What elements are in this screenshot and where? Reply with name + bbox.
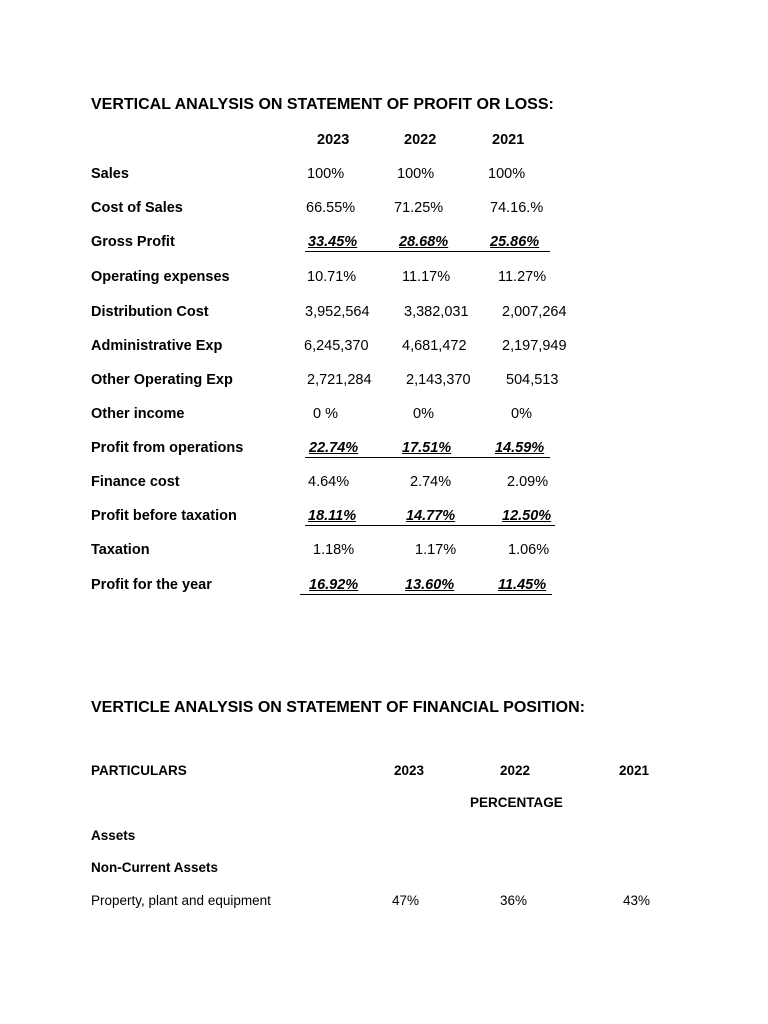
cell: 11.17%	[402, 269, 451, 285]
fp-particulars-header: PARTICULARS	[91, 763, 187, 778]
cell: 100%	[307, 166, 345, 182]
fp-year-2021: 2021	[619, 763, 650, 778]
cell: 4.64%	[308, 474, 350, 490]
cell: 2,007,264	[502, 304, 567, 320]
cell: 0%	[413, 406, 434, 422]
row-label-distribution-cost: Distribution Cost	[91, 304, 209, 320]
fp-cell: 36%	[500, 893, 528, 908]
cell: 504,513	[506, 372, 559, 388]
cell: 1.17%	[415, 542, 457, 558]
fp-year-2022: 2022	[500, 763, 531, 778]
cell: 2.09%	[507, 474, 549, 490]
cell-subtotal: 14.59%	[495, 440, 545, 456]
cell: 100%	[488, 166, 526, 182]
row-label-operating-expenses: Operating expenses	[91, 269, 230, 285]
cell-subtotal: 17.51%	[402, 440, 452, 456]
cell: 0%	[511, 406, 532, 422]
subtotal-underline	[305, 457, 550, 458]
cell-subtotal: 22.74%	[309, 440, 359, 456]
cell-subtotal: 18.11%	[308, 508, 357, 524]
row-label-profit-from-operations: Profit from operations	[91, 440, 244, 456]
total-underline	[300, 594, 552, 595]
cell-total: 11.45%	[498, 577, 547, 593]
fp-percentage-header: PERCENTAGE	[470, 795, 563, 810]
cell: 6,245,370	[304, 338, 369, 354]
fp-year-2023: 2023	[394, 763, 425, 778]
row-label-other-income: Other income	[91, 406, 185, 422]
cell: 66.55%	[306, 200, 356, 216]
cell: 4,681,472	[402, 338, 467, 354]
fp-assets-heading: Assets	[91, 828, 136, 843]
cell: 71.25%	[394, 200, 444, 216]
cell: 3,382,031	[404, 304, 469, 320]
pl-year-2023: 2023	[317, 132, 350, 148]
cell: 2,721,284	[307, 372, 372, 388]
cell: 11.27%	[498, 269, 547, 285]
cell: 2,197,949	[502, 338, 567, 354]
cell: 2.74%	[410, 474, 452, 490]
subtotal-underline	[305, 251, 550, 252]
cell-subtotal: 33.45%	[308, 234, 358, 250]
row-label-administrative-exp: Administrative Exp	[91, 338, 223, 354]
row-label-gross-profit: Gross Profit	[91, 234, 175, 250]
cell: 1.06%	[508, 542, 550, 558]
cell: 100%	[397, 166, 435, 182]
fp-cell: 47%	[392, 893, 420, 908]
fp-non-current-assets-heading: Non-Current Assets	[91, 860, 219, 875]
row-label-other-operating-exp: Other Operating Exp	[91, 372, 233, 388]
cell: 0 %	[313, 406, 338, 422]
fp-cell: 43%	[623, 893, 651, 908]
cell-subtotal: 28.68%	[399, 234, 449, 250]
fp-title: VERTICLE ANALYSIS ON STATEMENT OF FINANCIAL POSITION:	[91, 699, 585, 716]
row-label-profit-before-taxation: Profit before taxation	[91, 508, 237, 524]
cell: 74.16.%	[490, 200, 544, 216]
row-label-profit-for-the-year: Profit for the year	[91, 577, 212, 593]
pl-title: VERTICAL ANALYSIS ON STATEMENT OF PROFIT OR LOSS:	[91, 96, 554, 113]
cell: 3,952,564	[305, 304, 370, 320]
subtotal-underline	[305, 525, 555, 526]
cell-total: 16.92%	[309, 577, 359, 593]
row-label-sales: Sales	[91, 166, 129, 182]
row-label-taxation: Taxation	[91, 542, 150, 558]
cell: 1.18%	[313, 542, 355, 558]
row-label-finance-cost: Finance cost	[91, 474, 180, 490]
cell-subtotal: 12.50%	[502, 508, 552, 524]
pl-year-2021: 2021	[492, 132, 525, 148]
cell-total: 13.60%	[405, 577, 455, 593]
row-label-cost-of-sales: Cost of Sales	[91, 200, 183, 216]
pl-year-2022: 2022	[404, 132, 437, 148]
cell-subtotal: 25.86%	[490, 234, 540, 250]
cell-subtotal: 14.77%	[406, 508, 456, 524]
cell: 10.71%	[307, 269, 357, 285]
cell: 2,143,370	[406, 372, 471, 388]
fp-row-label-ppe: Property, plant and equipment	[91, 893, 271, 908]
